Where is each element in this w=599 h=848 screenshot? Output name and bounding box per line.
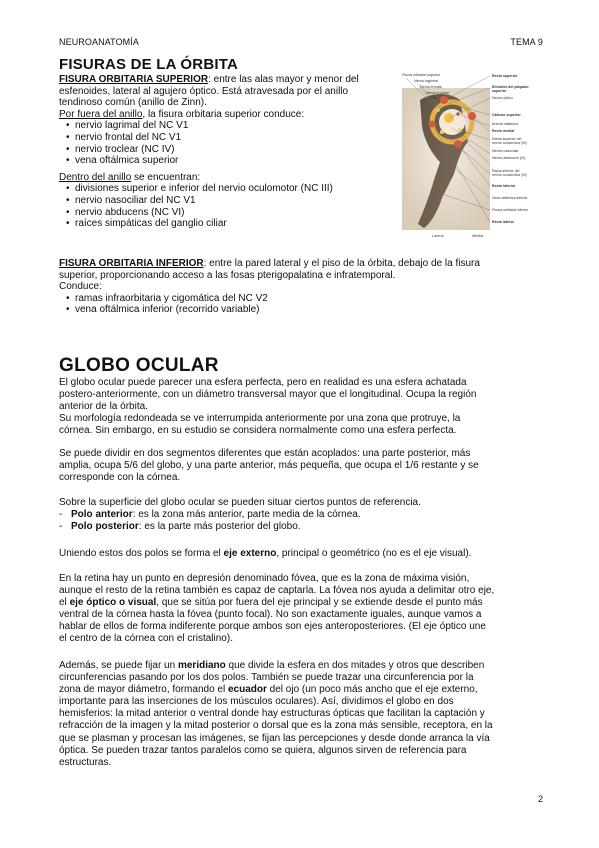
paragraph-2 [59, 448, 535, 484]
label-oculomotor-sup: nervio oculomotor [III] [492, 141, 527, 145]
label-recto-medial: Recto medial [492, 129, 515, 133]
list-item: • vena oftálmica inferior (recorrido variable) [75, 304, 539, 316]
label-iv: [IV] [430, 96, 436, 100]
text-span: Además, se puede fijar un [59, 660, 178, 671]
text-line: importante para las inserciones de los músculos oculares). Así, dividimos el globo en dos [59, 696, 454, 708]
pole-anterior-text: : es la zona más anterior, parte media de la córnea. [132, 509, 361, 521]
text-line [59, 597, 535, 609]
outside-ring-label: Por fuera del anillo [59, 108, 143, 120]
eje-externo-term: eje externo [223, 548, 277, 559]
pole-posterior-text: : es la parte más posterior del globo. [138, 521, 301, 533]
list-item: • raíces simpáticas del ganglio ciliar [75, 218, 399, 230]
list-item: • nervio troclear (NC IV) [75, 144, 399, 156]
label-fisura-orbitaria-superior: Fisura orbitaria superior [402, 73, 440, 77]
text-line: superior, proporcionando acceso a las fosas pterigopalatina e infratemporal. [59, 269, 396, 281]
label-recto-inferior: Recto inferior [492, 184, 516, 188]
outside-ring-list [59, 120, 399, 166]
header-topic: TEMA 9 [510, 37, 543, 47]
list-item: • nervio nasociliar del NC V1 [75, 195, 399, 207]
text-line [59, 548, 535, 560]
label-lateral: Lateral [432, 234, 444, 238]
section-title-globo-ocular: GLOBO OCULAR [59, 355, 219, 376]
text-line: ventral de la córnea hasta la fóvea (punto focal). No son exactamente iguales, aunque vamos a [59, 609, 482, 621]
label-oblicuo-superior: Oblicuo superior [492, 113, 521, 117]
label-nervio-lagrimal: Nervio lagrimal [414, 79, 438, 83]
text-line: anterior de la órbita. [59, 401, 148, 413]
header-subject: NEUROANATOMÍA [59, 37, 139, 47]
fisura-superior-heading: FISURA ORBITARIA SUPERIOR [59, 74, 209, 85]
list-item [71, 521, 535, 533]
pole-posterior-label: Polo posterior [71, 521, 139, 533]
list-item: • divisiones superior e inferior del nervio oculomotor (NC III) [75, 183, 399, 195]
conduce-label: Conduce: [59, 281, 102, 293]
text-span: zona de mayor diámetro, formando el [59, 684, 228, 696]
meridiano-term: meridiano [177, 660, 226, 671]
text-line: hablar de ellos de forma indiferente porque ambos son ejes anteroposteriores. (El eje óptico une [59, 621, 486, 633]
text-line: aunque el resto de la retina también es capaz de captarla. La fóvea nos ayuda a delimitar otro eje, [59, 585, 495, 597]
text-line: tendinoso común (anillo de Zinn). [59, 97, 207, 109]
text-line: El globo ocular puede parecer una esfera perfecta, pero en realidad es una esfera achatada [59, 377, 467, 388]
fisura-inferior-block [59, 258, 539, 316]
fisura-superior-block [59, 74, 399, 230]
label-nervio-troclear: Nervio troclear [426, 91, 450, 95]
paragraph-6 [59, 660, 535, 769]
label-elevador: Elevador del párpado [492, 85, 529, 89]
text-line: Sobre la superficie del globo ocular se pueden situar ciertos puntos de referencia. [59, 497, 421, 508]
paragraph-4 [59, 548, 535, 560]
page-number: 2 [537, 794, 543, 804]
label-nervio-frontal: Nervio frontal [420, 85, 442, 89]
section-title-fisuras: FISURAS DE LA ÓRBITA [59, 56, 238, 73]
text-line: córnea. Sin embargo, en su estudio se considera normalmente como una esfera perfecta. [59, 425, 457, 437]
fisura-inferior-intro [59, 258, 539, 270]
list-item: • nervio frontal del NC V1 [75, 132, 399, 144]
label-superior: superior [492, 89, 507, 93]
text-line: Se puede dividir en dos segmentos diferentes que están acoplados: una parte posterior, más [59, 448, 471, 459]
label-rama-inferior: Rama inferior del [492, 169, 520, 173]
paragraph-3 [59, 497, 535, 533]
text-line [59, 660, 535, 672]
label-medial: Medial [472, 234, 484, 238]
list-item: • nervio abducens (NC VI) [75, 207, 399, 219]
label-recto-superior: Recto superior [492, 74, 518, 78]
text-line: postero-anteriormente, con un diámetro transversal mayor que el longitudinal. Ocupa la región [59, 389, 477, 401]
label-nervio-nasociliar: Nervio nasociliar [492, 149, 519, 153]
text-line: estructuras. [59, 756, 112, 768]
text-span: Uniendo estos dos polos se forma el [59, 548, 224, 559]
label-arteria-oftalmica: Arteria oftálmica [492, 122, 518, 126]
outside-ring-intro [59, 109, 399, 121]
fisura-superior-desc: : entre las alas mayor y menor del [208, 74, 359, 85]
eje-optico-term: eje óptico o visual [69, 597, 157, 609]
text-line: En la retina hay un punto en depresión denominado fóvea, que es la zona de máxima visión, [59, 573, 470, 584]
text-line: esfenoides, lateral al agujero óptico. Está atravesada por el anillo [59, 85, 349, 97]
label-vena-oftalmica-inferior: Vena oftálmica inferior [492, 196, 528, 200]
list-item: • nervio lagrimal del NC V1 [75, 120, 399, 132]
label-nervio-abducens: Nervio abducens [VI] [492, 156, 526, 160]
text-line: amplia, ocupa 5/6 del globo, y una parte anterior, más pequeña, que ocupa el 1/6 restante y se [59, 460, 479, 472]
fisura-inferior-list [59, 293, 539, 316]
outside-ring-text: , la fisura orbitaria superior conduce: [142, 108, 305, 120]
fisura-inferior-heading: FISURA ORBITARIA INFERIOR [59, 258, 204, 269]
paragraph-5 [59, 573, 535, 646]
list-item: • ramas infraorbitaria y cigomática del NC V2 [75, 293, 539, 305]
fisura-inferior-desc: : entre la pared lateral y el piso de la órbita, debajo de la fisura [203, 258, 480, 269]
fisura-superior-intro [59, 74, 399, 86]
label-nervio-optico: Nervio óptico [492, 96, 513, 100]
poles-list [59, 509, 535, 533]
text-line: el centro de la córnea con el cristalino). [59, 633, 233, 645]
pole-anterior-label: Polo anterior [71, 509, 133, 521]
label-recto-lateral: Recto lateral [492, 220, 514, 224]
text-span: , principal o geométrico (no es el eje visual). [276, 548, 472, 559]
ecuador-term: ecuador [227, 684, 267, 696]
text-line: circunferencias pasando por los dos polos. También se puede trazar una circunferencia por la [59, 672, 474, 684]
label-fisura-orbitaria-inferior: Fisura orbitaria inferior [492, 208, 528, 212]
paragraph-1 [59, 377, 535, 437]
text-span: que divide la esfera en dos mitades y otros que describen [225, 660, 485, 671]
list-item: • vena oftálmica superior [75, 155, 399, 167]
text-line: que se plasman y procesan las imágenes, se fijan las percepciones y desde donde arranca la vía [59, 732, 490, 744]
inside-ring-intro [59, 172, 399, 184]
inside-ring-text: se encuentran: [131, 171, 201, 183]
inside-ring-label: Dentro del anillo [59, 171, 132, 183]
text-span: del ojo (un poco más ancho que el eje externo, [266, 684, 478, 696]
label-oculomotor-inf: nervio oculomotor [III] [492, 173, 527, 177]
text-line: refracción de la imagen y la mitad posterior o dorsal que es la zona más sensible, receptora, en la [59, 720, 493, 732]
list-item [71, 509, 535, 521]
text-line: hemisferios: la mitad anterior o ventral donde hay estructuras ópticas que facilitan la captación y [59, 708, 485, 720]
text-line: Su morfología redondeada se ve interrumpida anteriormente por una zona que protruye, la [59, 413, 461, 425]
text-span: el [59, 597, 70, 609]
text-line: corresponde con la córnea. [59, 472, 181, 484]
orbit-fissures-figure [402, 70, 546, 242]
text-span: , que se sitúa por fuera del eje principal y se extiende desde el punto más [156, 597, 483, 609]
text-line: óptica. Se pueden trazar tantos paralelos como se quiera, algunos sirven de referencia para [59, 744, 467, 756]
text-line [59, 684, 535, 696]
inside-ring-list [59, 183, 399, 229]
label-rama-superior: Rama superior del [492, 137, 522, 141]
